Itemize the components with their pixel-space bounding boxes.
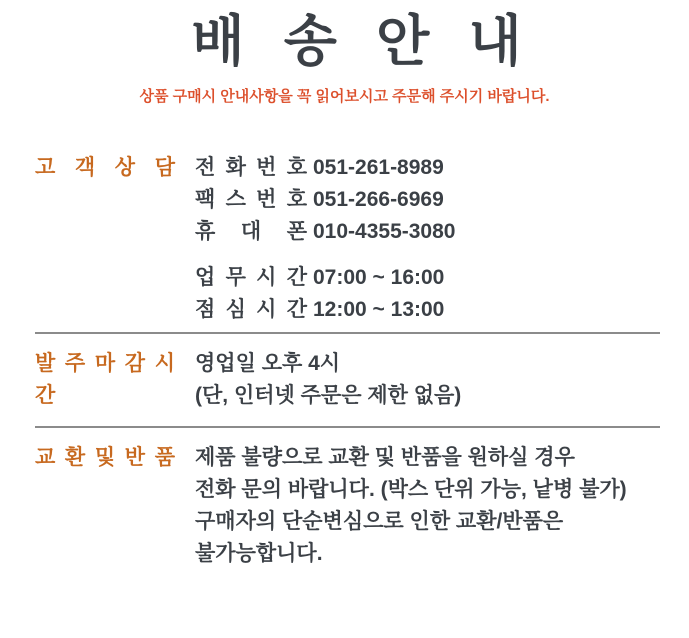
lunch-hours-row <box>195 294 455 326</box>
business-hours-value: 07:00 ~ 16:00 <box>313 266 445 290</box>
section-title-customer-service: 고 객 상 담 <box>35 156 175 180</box>
section-body-exchange-return <box>195 442 627 570</box>
fax-row <box>195 184 455 216</box>
deadline-line: 영업일 오후 4시 <box>195 352 341 376</box>
section-exchange-return <box>0 442 689 570</box>
exchange-line: 구매자의 단순변심으로 인한 교환/반품은 <box>195 510 564 534</box>
section-title-exchange-return: 교 환 및 반 품 <box>35 446 175 470</box>
mobile-row <box>195 216 455 248</box>
section-customer-service <box>0 152 689 326</box>
phone-label: 전 화 번 호 <box>195 156 307 180</box>
fax-value: 051-266-6969 <box>313 188 444 212</box>
blank-line <box>195 248 455 262</box>
business-hours-row <box>195 262 455 294</box>
phone-row <box>195 152 455 184</box>
section-title-order-deadline: 발 주 마 감 시 간 <box>35 352 175 408</box>
deadline-note-line: (단, 인터넷 주문은 제한 없음) <box>195 384 462 408</box>
mobile-value: 010-4355-3080 <box>313 220 456 244</box>
mobile-label: 휴 대 폰 <box>195 220 307 244</box>
section-divider <box>35 426 660 428</box>
section-body-customer-service <box>195 152 455 326</box>
fax-label: 팩 스 번 호 <box>195 188 307 212</box>
page-title: 배 송 안 내 <box>191 10 522 72</box>
exchange-line: 전화 문의 바랍니다. (박스 단위 가능, 낱병 불가) <box>195 478 627 502</box>
page-subtitle: 상품 구매시 안내사항을 꼭 읽어보시고 주문해 주시기 바랍니다. <box>139 88 550 106</box>
section-order-deadline <box>0 348 689 412</box>
business-hours-label: 업 무 시 간 <box>195 266 307 290</box>
lunch-hours-label: 점 심 시 간 <box>195 298 307 322</box>
phone-value: 051-261-8989 <box>313 156 444 180</box>
exchange-line: 제품 불량으로 교환 및 반품을 원하실 경우 <box>195 446 575 470</box>
section-divider <box>35 332 660 334</box>
section-body-order-deadline <box>195 348 461 412</box>
lunch-hours-value: 12:00 ~ 13:00 <box>313 298 445 322</box>
exchange-line: 불가능합니다. <box>195 542 323 566</box>
